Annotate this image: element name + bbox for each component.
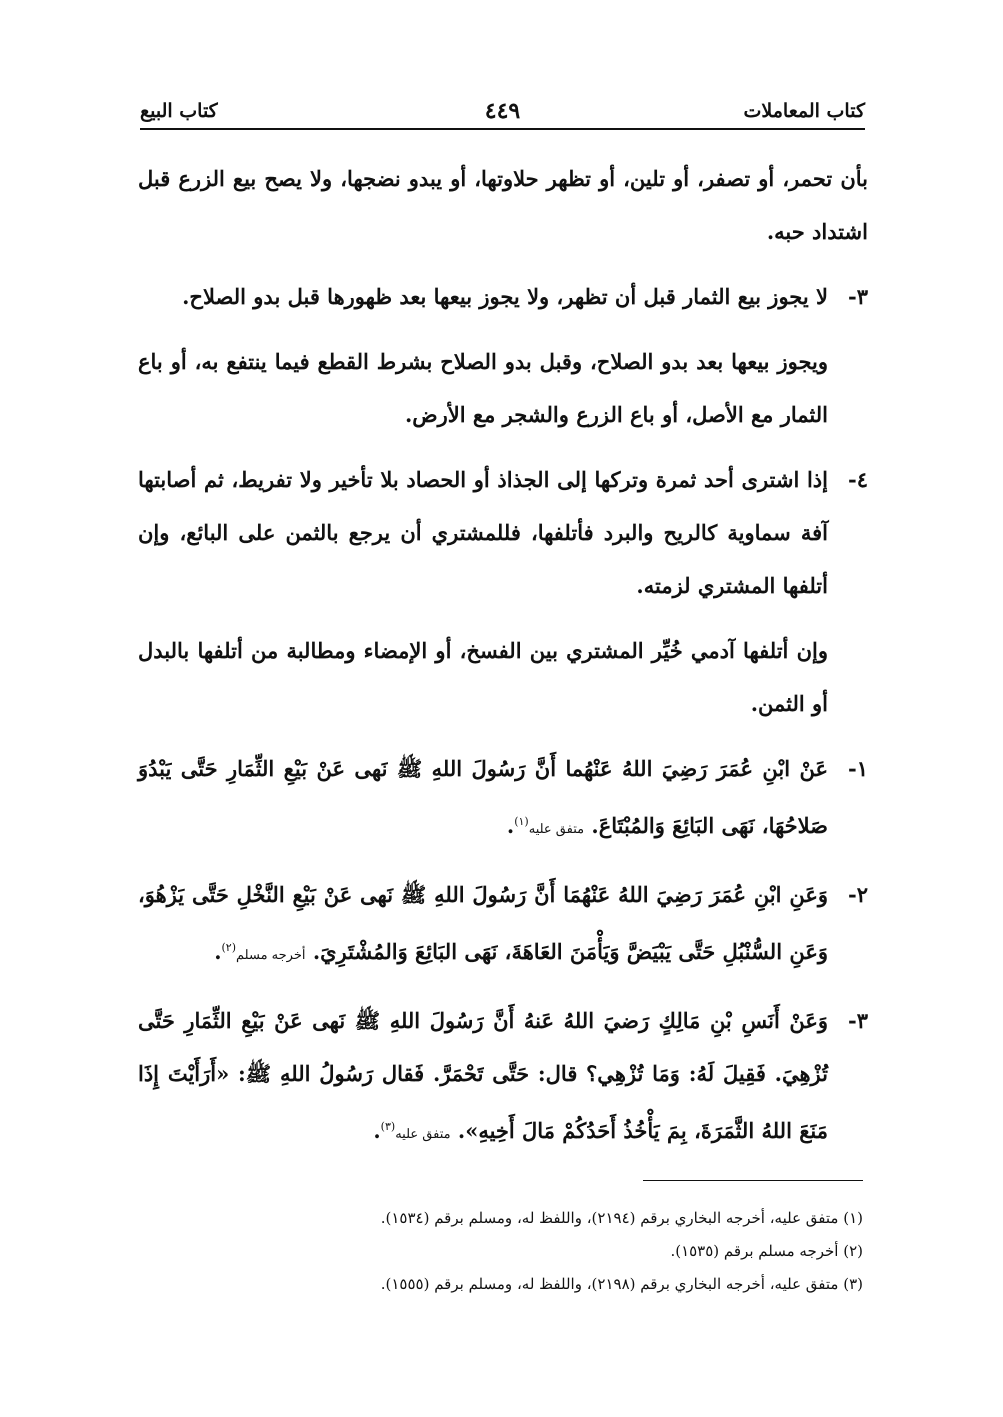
- hadith-3-reference: متفق عليه: [395, 1127, 451, 1142]
- hadith-2-number: ٢-: [848, 882, 868, 907]
- footnote-marker-2[interactable]: (٢): [221, 941, 237, 954]
- section-title: كتاب المعاملات: [743, 100, 865, 122]
- hadith-3-text: وَعَنْ أَنَسِ بْنِ مَالِكٍ رَضيَ اللهُ عَنهُ أَنَّ رَسُولَ اللهِ ﷺ نَهى عَنْ بَيْعِ الثِّمَارِ حَتَّى تُزْهِيَ. فَقِيلَ لَهُ: وَمَا تُزْهِي؟ قال: حَتَّى تَحْمَرَّ. فَقال رَسُولُ اللهِ ﷺ: «أَرَأَيْتَ إِذَا مَنَعَ اللهُ الثَّمَرَةَ، بِمَ يَأْخُذُ أَحَدُكُمْ مَالَ أَخِيهِ».: [138, 1008, 828, 1143]
- hadith-1: ١- عَنْ ابْنِ عُمَرَ رَضِيَ اللهُ عَنْهُما أَنَّ رَسُولَ اللهِ ﷺ نَهى عَنْ بَيْعِ الثِّمَارِ حَتَّى يَبْدُوَ صَلاحُهَا، نَهَى البَائِعَ وَالمُبْتَاعَ. متفق عليه$^{(١)}$.: [138, 742, 868, 856]
- hadith-2-text: وَعَنِ ابْنِ عُمَرَ رَضِيَ اللهُ عَنْهُمَا أَنَّ رَسُولَ اللهِ ﷺ نَهى عَنْ بَيْعِ النَّخْلِ حَتَّى يَزْهُوَ، وَعَنِ السُّنْبُلِ حَتَّى يَبْيَضَّ وَيَأْمَنَ العَاهَةَ، نَهَى البَائِعَ وَالمُشْتَرِيَ.: [138, 882, 828, 964]
- page-number: ٤٤٩: [484, 98, 521, 124]
- hadith-1-reference: متفق عليه: [528, 822, 585, 837]
- rule-item-4-number: ٤-: [848, 467, 868, 492]
- hadith-2: ٢- وَعَنِ ابْنِ عُمَرَ رَضِيَ اللهُ عَنْهُمَا أَنَّ رَسُولَ اللهِ ﷺ نَهى عَنْ بَيْعِ النَّخْلِ حَتَّى يَزْهُوَ، وَعَنِ السُّنْبُلِ حَتَّى يَبْيَضَّ وَيَأْمَنَ العَاهَةَ، نَهَى البَائِعَ وَالمُشْتَرِيَ. أخرجه مسلم$^{(٢)}$.: [138, 868, 868, 982]
- hadith-1-number: ١-: [848, 756, 868, 781]
- hadith-2-reference: أخرجه مسلم: [236, 948, 306, 963]
- hadith-1-text: عَنْ ابْنِ عُمَرَ رَضِيَ اللهُ عَنْهُما أَنَّ رَسُولَ اللهِ ﷺ نَهى عَنْ بَيْعِ الثِّمَارِ حَتَّى يَبْدُوَ صَلاحُهَا، نَهَى البَائِعَ وَالمُبْتَاعَ.: [138, 756, 828, 838]
- paragraph-continuation: بأن تحمر، أو تصفر، أو تلين، أو تظهر حلاوتها، أو يبدو نضجها، ولا يصح بيع الزرع قبل اشتداد حبه.: [138, 166, 868, 244]
- rule-item-4-detail: وإن أتلفها آدمي خُيِّر المشتري بين الفسخ، أو الإمضاء ومطالبة من أتلفها بالبدل أو الثمن.: [138, 638, 828, 716]
- footnote-1: (١) متفق عليه، أخرجه البخاري برقم (٢١٩٤)، واللفظ له، ومسلم برقم (١٥٣٤).: [380, 1209, 863, 1227]
- rule-item-3: [138, 270, 868, 323]
- page-body: [138, 152, 868, 1161]
- footnote-separator: [643, 1180, 863, 1181]
- hadith-3-number: ٣-: [848, 1008, 868, 1033]
- rule-item-3-number: ٣-: [848, 284, 868, 309]
- hadith-3: ٣- وَعَنْ أَنَسِ بْنِ مَالِكٍ رَضيَ اللهُ عَنهُ أَنَّ رَسُولَ اللهِ ﷺ نَهى عَنْ بَيْعِ الثِّمَارِ حَتَّى تُزْهِيَ. فَقِيلَ لَهُ: وَمَا تُزْهِي؟ قال: حَتَّى تَحْمَرَّ. فَقال رَسُولُ اللهِ ﷺ: «أَرَأَيْتَ إِذَا مَنَعَ اللهُ الثَّمَرَةَ، بِمَ يَأْخُذُ أَحَدُكُمْ مَالَ أَخِيهِ». متفق عليه$^{(٣)}$.: [138, 994, 868, 1161]
- footnote-marker-3[interactable]: (٣): [380, 1120, 396, 1133]
- footnote-3: (٣) متفق عليه، أخرجه البخاري برقم (٢١٩٨)، واللفظ له، ومسلم برقم (١٥٥٥).: [380, 1275, 863, 1293]
- footnotes: [138, 1202, 863, 1301]
- rule-item-3-text: لا يجوز بيع الثمار قبل أن تظهر، ولا يجوز بيعها بعد ظهورها قبل بدو الصلاح.: [182, 284, 828, 309]
- chapter-title: كتاب البيع: [140, 100, 218, 122]
- footnote-marker-1[interactable]: (١): [514, 815, 529, 828]
- rule-item-4-text: إذا اشترى أحد ثمرة وتركها إلى الجذاذ أو الحصاد بلا تأخير ولا تفريط، ثم أصابتها آفة سماوية كالريح والبرد فأتلفها، فللمشتري أن يرجع بالثمن على البائع، وإن أتلفها المشتري لزمته.: [138, 467, 828, 598]
- rule-item-3-detail: ويجوز بيعها بعد بدو الصلاح، وقبل بدو الصلاح بشرط القطع فيما ينتفع به، أو باع الثمار مع الأصل، أو باع الزرع والشجر مع الأرض.: [138, 349, 828, 427]
- footnote-2: (٢) أخرجه مسلم برقم (١٥٣٥).: [670, 1242, 863, 1260]
- page-header: [140, 96, 865, 130]
- rule-item-4: [138, 453, 868, 612]
- header-rule: [140, 128, 865, 130]
